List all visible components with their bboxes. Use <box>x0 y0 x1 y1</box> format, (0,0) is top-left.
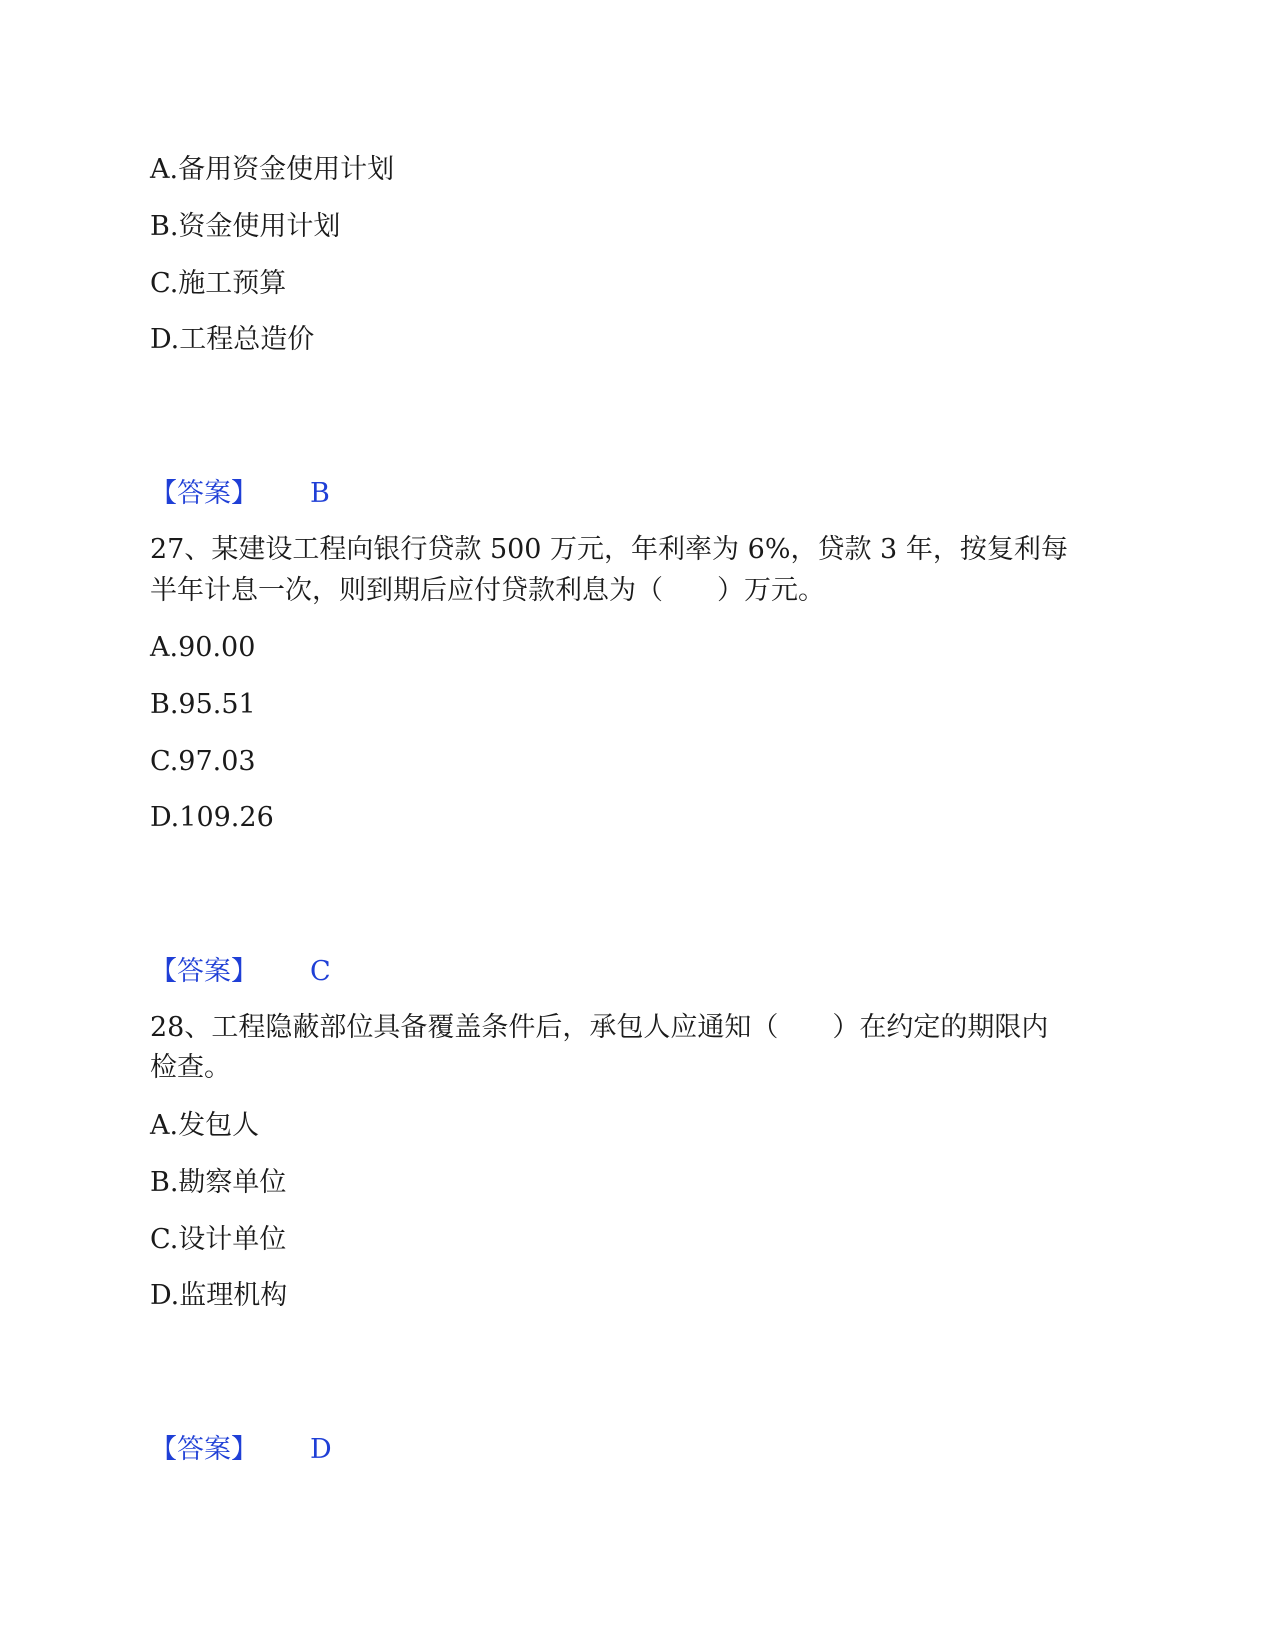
q28-option-b: B.勘察单位 <box>150 1167 287 1198</box>
q28-stem-line1: 28、工程隐蔽部位具备覆盖条件后，承包人应通知（ ）在约定的期限内 <box>150 1012 1049 1043</box>
q26-option-a: A.备用资金使用计划 <box>150 154 395 185</box>
q27-answer-label: 【答案】 <box>150 956 258 987</box>
q28-option-c: C.设计单位 <box>150 1224 287 1255</box>
q28-option-d: D.监理机构 <box>150 1280 288 1311</box>
q27-option-b: B.95.51 <box>150 689 256 720</box>
q28-stem-line2: 检查。 <box>150 1052 231 1083</box>
q27-answer-value: C <box>310 956 331 987</box>
q27-answer <box>150 952 331 992</box>
q27-option-d: D.109.26 <box>150 802 274 833</box>
q26-option-c: C.施工预算 <box>150 268 287 299</box>
q26-option-d: D.工程总造价 <box>150 324 315 355</box>
q27-option-a: A.90.00 <box>150 632 256 663</box>
q27-stem-line1: 27、某建设工程向银行贷款 500 万元，年利率为 6%，贷款 3 年，按复利每 <box>150 534 1068 565</box>
q28-answer-label: 【答案】 <box>150 1434 258 1465</box>
q28-option-a: A.发包人 <box>150 1110 260 1141</box>
q26-option-b: B.资金使用计划 <box>150 211 341 242</box>
q26-answer-value: B <box>310 478 330 509</box>
q28-answer-value: D <box>310 1434 332 1465</box>
q28-answer <box>150 1430 332 1470</box>
q27-stem-line2: 半年计息一次，则到期后应付贷款利息为（ ）万元。 <box>150 575 825 606</box>
q26-answer-label: 【答案】 <box>150 478 258 509</box>
q27-option-c: C.97.03 <box>150 746 256 777</box>
q26-answer <box>150 474 330 514</box>
